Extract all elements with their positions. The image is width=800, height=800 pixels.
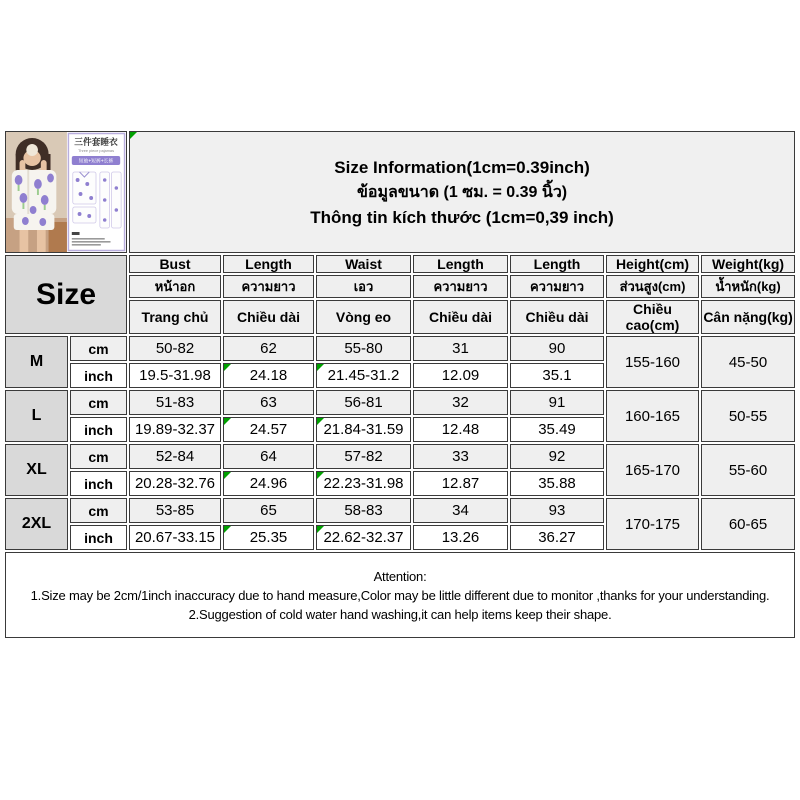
unit-label-inch: inch — [70, 525, 127, 550]
value-cell: 24.96 — [223, 471, 314, 496]
unit-label-inch: inch — [70, 471, 127, 496]
cell-corner-flag-icon — [224, 418, 231, 425]
col-header-length1-th: ความยาว — [223, 275, 314, 298]
weight-cell: 50-55 — [701, 390, 795, 442]
col-header-length2-en: Length — [413, 255, 508, 273]
cell-corner-flag-icon — [224, 526, 231, 533]
size-row-XL-cm — [5, 444, 795, 469]
size-label-L: L — [5, 390, 68, 442]
col-header-length2-th: ความยาว — [413, 275, 508, 298]
attention-cell — [5, 552, 795, 638]
value-cell: 32 — [413, 390, 508, 415]
value-cell: 20.67-33.15 — [129, 525, 221, 550]
col-header-waist-en: Waist — [316, 255, 411, 273]
size-rows — [5, 336, 795, 550]
cell-corner-flag-icon — [317, 418, 324, 425]
value-cell: 12.48 — [413, 417, 508, 442]
value-cell: 58-83 — [316, 498, 411, 523]
title-line-en: Size Information(1cm=0.39inch) — [334, 157, 590, 177]
title-line-th: ข้อมูลขนาด (1 ซม. = 0.39 นิ้ว) — [356, 183, 568, 201]
size-row-M-cm — [5, 336, 795, 361]
value-cell: 25.35 — [223, 525, 314, 550]
product-photo — [5, 131, 127, 253]
value-cell: 35.49 — [510, 417, 604, 442]
col-header-length3-th: ความยาว — [510, 275, 604, 298]
col-header-height-vi: Chiều cao(cm) — [606, 300, 699, 334]
cell-corner-flag-icon — [224, 472, 231, 479]
size-info-title-cell — [129, 131, 795, 253]
value-cell: 35.1 — [510, 363, 604, 388]
col-header-bust-th: หน้าอก — [129, 275, 221, 298]
value-cell: 50-82 — [129, 336, 221, 361]
height-cell: 165-170 — [606, 444, 699, 496]
unit-label-cm: cm — [70, 444, 127, 469]
product-photo-illustration — [6, 132, 126, 252]
size-table — [3, 129, 797, 640]
col-header-weight-vi: Cân nặng(kg) — [701, 300, 795, 334]
value-cell: 12.09 — [413, 363, 508, 388]
cell-corner-flag-icon — [224, 364, 231, 371]
value-cell: 93 — [510, 498, 604, 523]
card-title-cn: 三件套睡衣 — [74, 136, 118, 148]
attention-line-1: 1.Size may be 2cm/1inch inaccuracy due to hand measure,Color may be little different due to monitor ,thanks for your understanding. — [30, 587, 770, 603]
col-header-weight-en: Weight(kg) — [701, 255, 795, 273]
value-cell: 55-80 — [316, 336, 411, 361]
weight-cell: 60-65 — [701, 498, 795, 550]
card-badge-cn: 短袖+短裤+长裤 — [78, 159, 114, 165]
size-row-L-cm — [5, 390, 795, 415]
unit-label-inch: inch — [70, 363, 127, 388]
unit-label-cm: cm — [70, 336, 127, 361]
value-cell: 22.62-32.37 — [316, 525, 411, 550]
value-cell: 36.27 — [510, 525, 604, 550]
weight-cell: 45-50 — [701, 336, 795, 388]
value-cell: 35.88 — [510, 471, 604, 496]
value-cell: 34 — [413, 498, 508, 523]
value-cell: 33 — [413, 444, 508, 469]
size-column-header: Size — [5, 255, 127, 334]
value-cell: 12.87 — [413, 471, 508, 496]
value-cell: 19.89-32.37 — [129, 417, 221, 442]
cell-corner-flag-icon — [317, 364, 324, 371]
value-cell: 21.84-31.59 — [316, 417, 411, 442]
value-cell: 91 — [510, 390, 604, 415]
value-cell: 22.23-31.98 — [316, 471, 411, 496]
col-header-length1-en: Length — [223, 255, 314, 273]
col-header-waist-th: เอว — [316, 275, 411, 298]
size-row-2XL-cm — [5, 498, 795, 523]
value-cell: 90 — [510, 336, 604, 361]
col-header-height-en: Height(cm) — [606, 255, 699, 273]
value-cell: 24.18 — [223, 363, 314, 388]
value-cell: 19.5-31.98 — [129, 363, 221, 388]
col-header-length2-vi: Chiều dài — [413, 300, 508, 334]
size-label-XL: XL — [5, 444, 68, 496]
unit-label-cm: cm — [70, 498, 127, 523]
value-cell: 24.57 — [223, 417, 314, 442]
col-header-height-th: ส่วนสูง(cm) — [606, 275, 699, 298]
table-top-band — [5, 131, 795, 334]
value-cell: 20.28-32.76 — [129, 471, 221, 496]
value-cell: 31 — [413, 336, 508, 361]
value-cell: 63 — [223, 390, 314, 415]
size-label-2XL: 2XL — [5, 498, 68, 550]
col-header-bust-vi: Trang chủ — [129, 300, 221, 334]
size-label-M: M — [5, 336, 68, 388]
unit-label-cm: cm — [70, 390, 127, 415]
card-subtitle-en: Three piece pajamas — [77, 147, 115, 154]
size-chart-wrap — [3, 129, 797, 640]
value-cell: 51-83 — [129, 390, 221, 415]
col-header-weight-th: น้ำหนัก(kg) — [701, 275, 795, 298]
value-cell: 21.45-31.2 — [316, 363, 411, 388]
value-cell: 64 — [223, 444, 314, 469]
cell-corner-flag-icon — [130, 132, 137, 139]
attention-heading: Attention: — [373, 568, 427, 584]
value-cell: 65 — [223, 498, 314, 523]
cell-corner-flag-icon — [317, 526, 324, 533]
cell-corner-flag-icon — [317, 472, 324, 479]
value-cell: 53-85 — [129, 498, 221, 523]
col-header-length3-vi: Chiều dài — [510, 300, 604, 334]
value-cell: 52-84 — [129, 444, 221, 469]
attention-line-2: 2.Suggestion of cold water hand washing,it can help items keep their shape. — [188, 606, 612, 622]
unit-label-inch: inch — [70, 417, 127, 442]
value-cell: 92 — [510, 444, 604, 469]
height-cell: 160-165 — [606, 390, 699, 442]
col-header-waist-vi: Vòng eo — [316, 300, 411, 334]
value-cell: 56-81 — [316, 390, 411, 415]
value-cell: 13.26 — [413, 525, 508, 550]
attention-section — [5, 552, 795, 638]
height-cell: 155-160 — [606, 336, 699, 388]
title-line-vi: Thông tin kích thước (1cm=0,39 inch) — [310, 207, 614, 227]
value-cell: 62 — [223, 336, 314, 361]
col-header-length1-vi: Chiều dài — [223, 300, 314, 334]
header-row-en — [5, 255, 795, 273]
value-cell: 57-82 — [316, 444, 411, 469]
height-cell: 170-175 — [606, 498, 699, 550]
weight-cell: 55-60 — [701, 444, 795, 496]
col-header-length3-en: Length — [510, 255, 604, 273]
col-header-bust-en: Bust — [129, 255, 221, 273]
